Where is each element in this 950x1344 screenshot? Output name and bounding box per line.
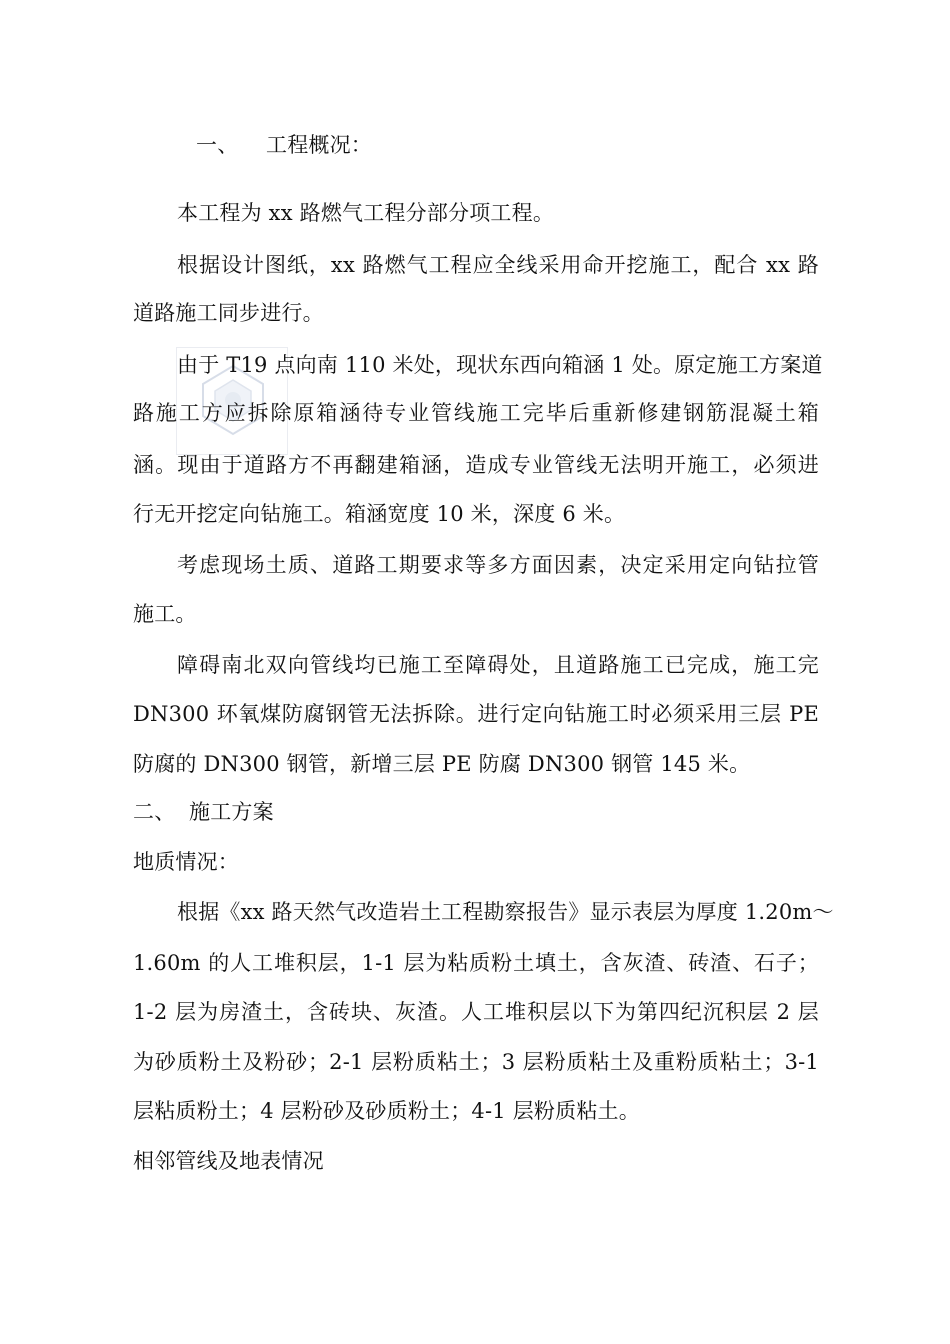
paragraph-6-line-3: 1-2 层为房渣土，含砖块、灰渣。人工堆积层以下为第四纪沉积层 2 层 — [133, 1000, 819, 1024]
subheading-geology: 地质情况： — [133, 850, 239, 874]
paragraph-5-line-2: DN300 环氧煤防腐钢管无法拆除。进行定向钻施工时必须采用三层 PE — [133, 702, 819, 726]
paragraph-2-line-1: 根据设计图纸，xx 路燃气工程应全线采用命开挖施工，配合 xx 路 — [177, 253, 819, 277]
paragraph-3-line-4: 行无开挖定向钻施工。箱涵宽度 10 米，深度 6 米。 — [133, 502, 626, 526]
paragraph-2-line-2: 道路施工同步进行。 — [133, 301, 324, 325]
paragraph-3-line-2: 路施工方应拆除原箱涵待专业管线施工完毕后重新修建钢筋混凝土箱 — [133, 401, 819, 425]
paragraph-6-line-5: 层粘质粉土；4 层粉砂及砂质粉土；4-1 层粉质粘土。 — [133, 1099, 640, 1123]
paragraph-6-line-1: 根据《xx 路天然气改造岩土工程勘察报告》显示表层为厚度 1.20m～ — [177, 900, 834, 924]
paragraph-5-line-1: 障碍南北双向管线均已施工至障碍处，且道路施工已完成，施工完 — [177, 653, 819, 677]
section-1-title: 工程概况： — [266, 133, 372, 157]
paragraph-1-line-1: 本工程为 xx 路燃气工程分部分项工程。 — [177, 201, 555, 225]
section-1-number: 一、 — [196, 133, 239, 157]
paragraph-4-line-1: 考虑现场土质、道路工期要求等多方面因素，决定采用定向钻拉管 — [177, 553, 819, 577]
subheading-adjacent-pipelines: 相邻管线及地表情况 — [133, 1149, 324, 1173]
section-2-number: 二、 — [133, 800, 176, 824]
paragraph-5-line-3: 防腐的 DN300 钢管，新增三层 PE 防腐 DN300 钢管 145 米。 — [133, 752, 751, 776]
section-2-title: 施工方案 — [189, 800, 274, 824]
paragraph-6-line-4: 为砂质粉土及粉砂；2-1 层粉质粘土；3 层粉质粘土及重粉质粘土；3-1 — [133, 1050, 819, 1074]
paragraph-3-line-3: 涵。现由于道路方不再翻建箱涵，造成专业管线无法明开施工，必须进 — [133, 453, 819, 477]
paragraph-6-line-2: 1.60m 的人工堆积层，1-1 层为粘质粉土填土，含灰渣、砖渣、石子； — [133, 951, 819, 975]
paragraph-4-line-2: 施工。 — [133, 602, 197, 626]
paragraph-3-line-1: 由于 T19 点向南 110 米处，现状东西向箱涵 1 处。原定施工方案道 — [177, 353, 823, 377]
